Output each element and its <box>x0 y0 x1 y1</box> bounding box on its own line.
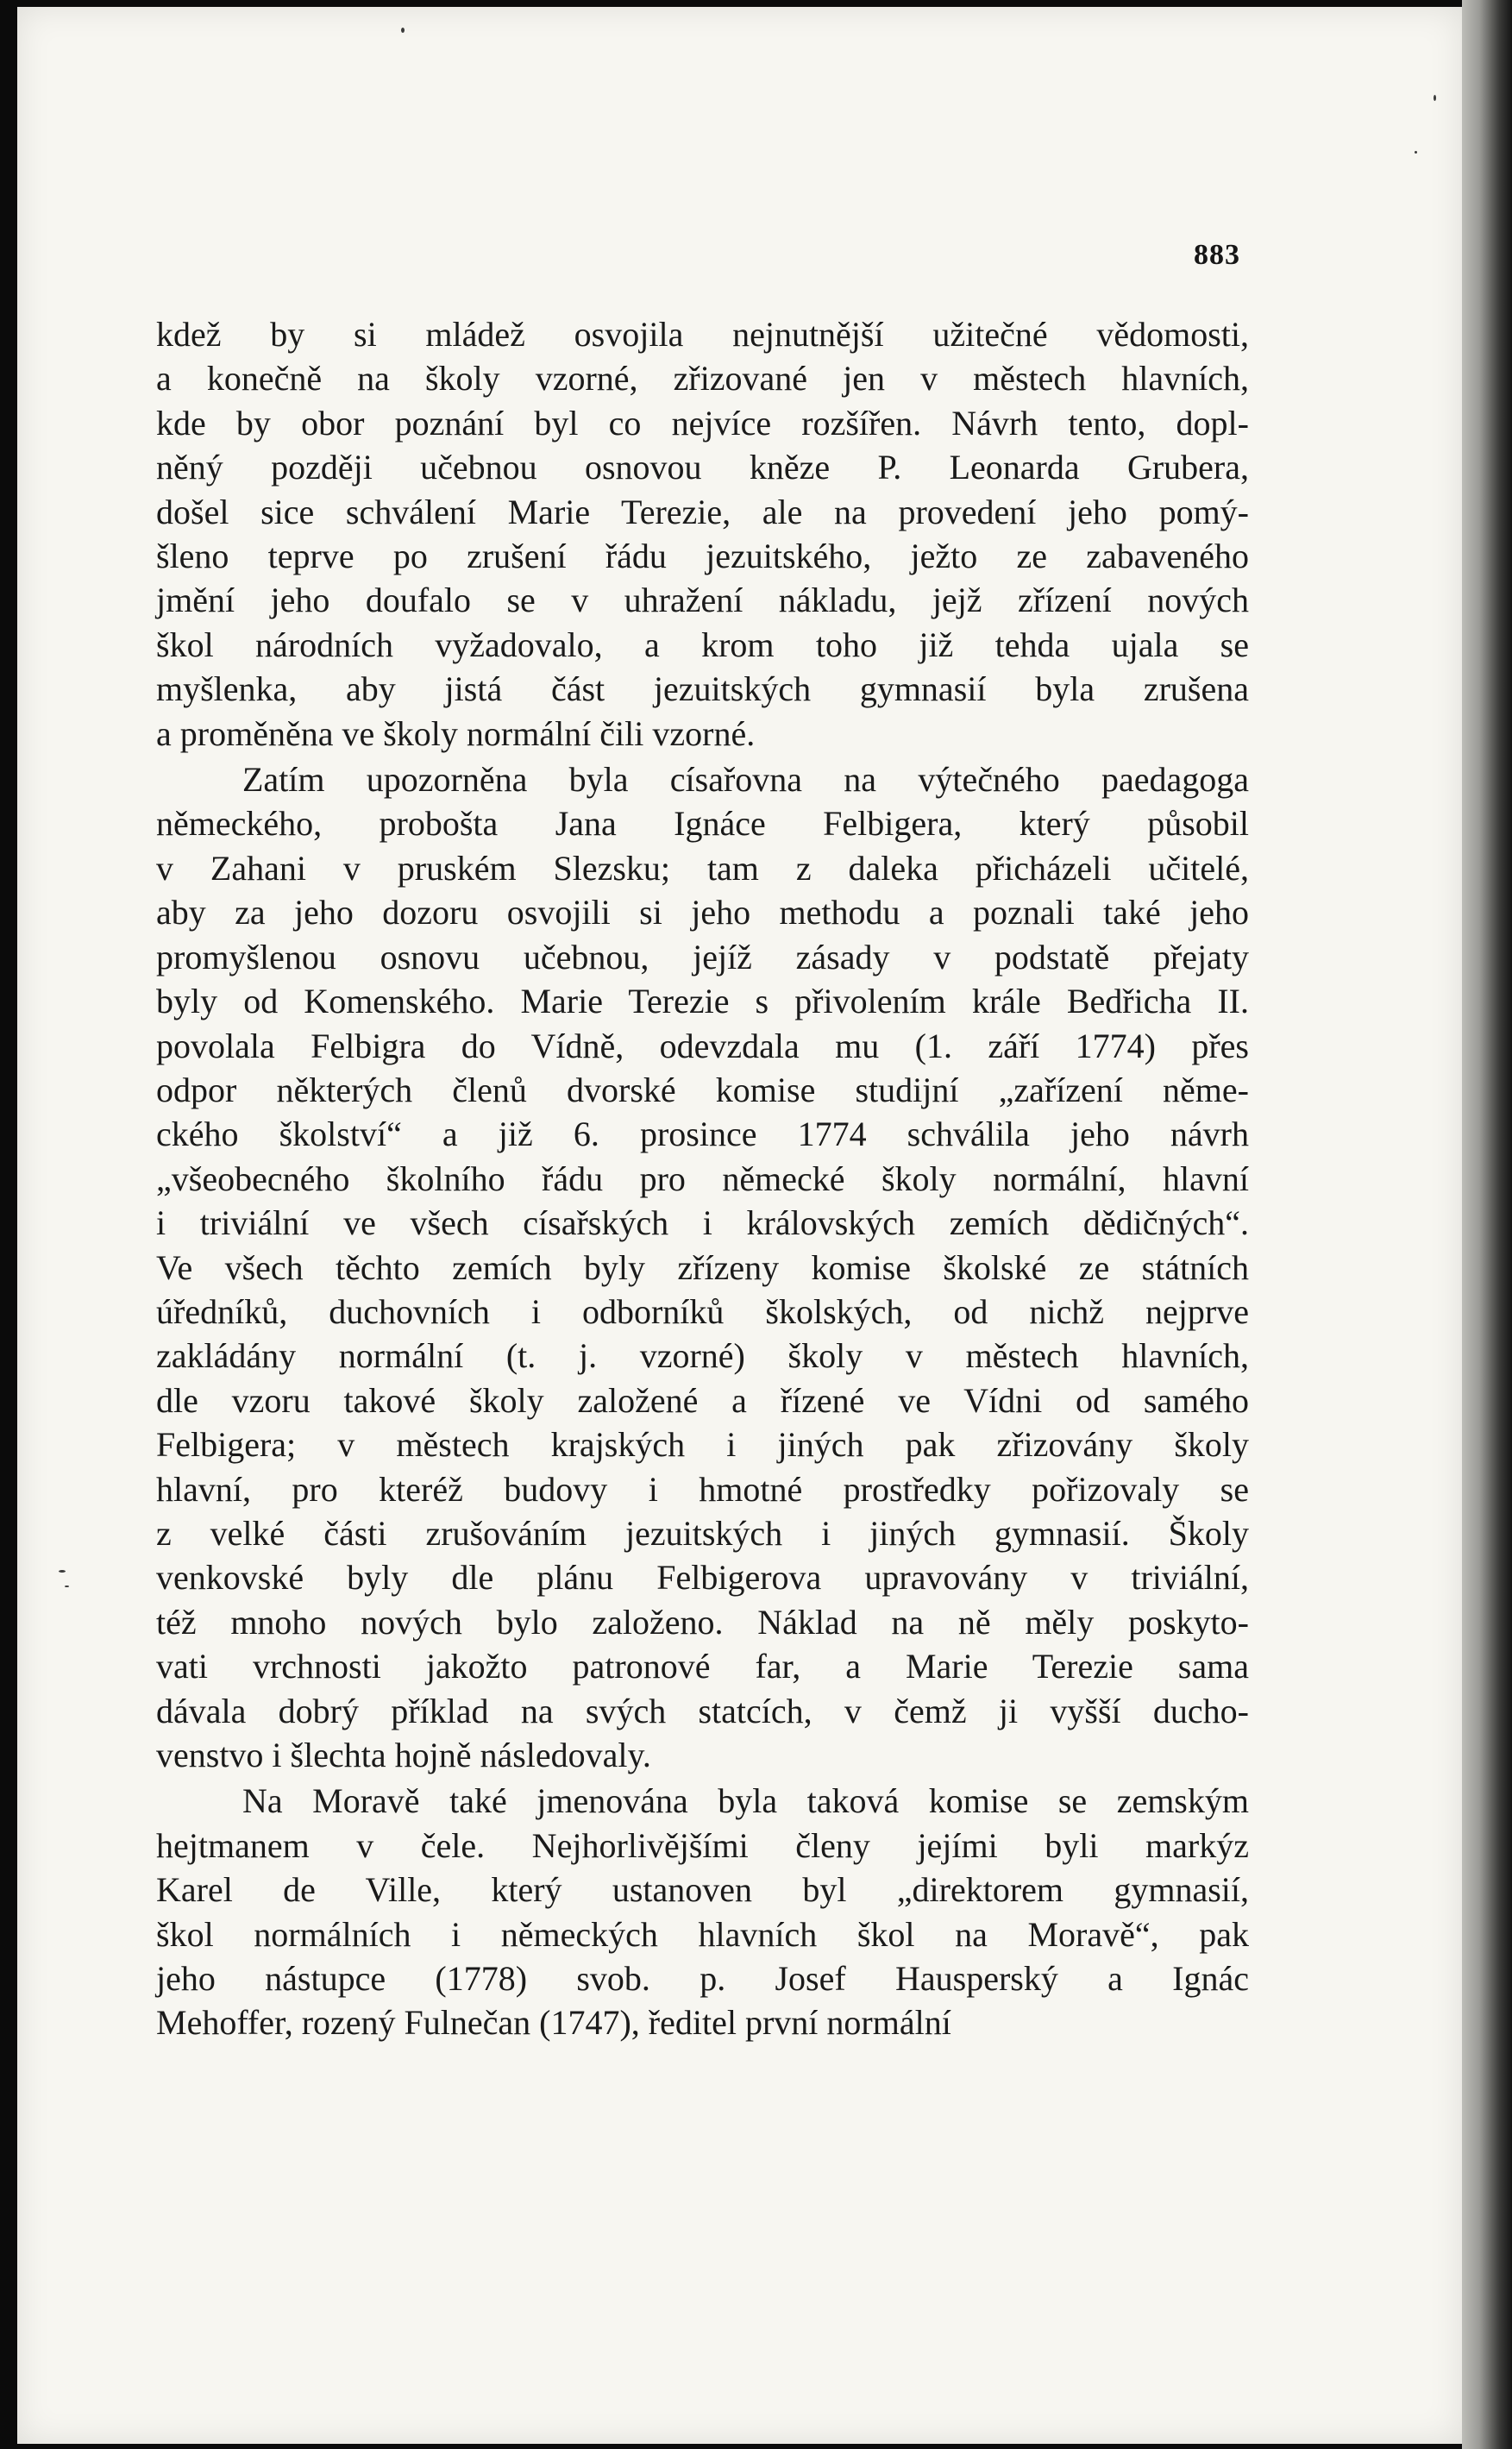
paragraph <box>156 312 1249 756</box>
text-line: Na Moravě také jmenována byla taková komise se zemským <box>242 1781 1249 1821</box>
text-line: Zatím upozorněna byla císařovna na výtečného paedagoga <box>242 760 1249 800</box>
text-line: Mehoffer, rozený Fulnečan (1747), ředitel první normální <box>156 2003 951 2043</box>
text-line: ckého školství“ a již 6. prosince 1774 schválila jeho návrh <box>156 1115 1249 1154</box>
text-line: byly od Komenského. Marie Terezie s přivolením krále Bedřicha II. <box>156 982 1249 1021</box>
text-line: jeho nástupce (1778) svob. p. Josef Hausperský a Ignác <box>156 1959 1249 1999</box>
text-line: německého, probošta Jana Ignáce Felbigera, který působil <box>156 804 1249 844</box>
dust-speck <box>1434 95 1436 101</box>
text-line: hejtmanem v čele. Nejhorlivějšími členy jejími byli markýz <box>156 1825 1249 1865</box>
page-number: 883 <box>1194 239 1240 271</box>
text-line: Karel de Ville, který ustanoven byl „direktorem gymnasií, <box>156 1870 1249 1910</box>
paragraph <box>156 1779 1249 2044</box>
text-line: promyšlenou osnovu učebnou, jejíž zásady v podstatě přejaty <box>156 937 1249 976</box>
text-line: venkovské byly dle plánu Felbigerova upravovány v triviální, <box>156 1558 1249 1598</box>
text-line: též mnoho nových bylo založeno. Náklad na ně měly poskyto- <box>156 1602 1249 1642</box>
text-line: kde by obor poznání byl co nejvíce rozšířen. Návrh tento, dopl- <box>156 403 1249 443</box>
text-line: myšlenka, aby jistá část jezuitských gymnasií byla zrušena <box>156 669 1249 709</box>
text-line: dávala dobrý příklad na svých statcích, v čemž ji vyšší ducho- <box>156 1691 1249 1730</box>
text-line: venstvo i šlechta hojně následovaly. <box>156 1736 651 1774</box>
text-line: kdež by si mládež osvojila nejnutnější užitečné vědomosti, <box>156 315 1249 354</box>
text-line: došel sice schválení Marie Terezie, ale na provedení jeho pomý- <box>156 492 1249 531</box>
dust-speck <box>401 28 405 33</box>
body-text <box>156 312 1249 2045</box>
text-line: a proměněna ve školy normální čili vzorné. <box>156 713 756 753</box>
text-line: aby za jeho dozoru osvojili si jeho methodu a poznali také jeho <box>156 893 1249 933</box>
dust-speck <box>59 1570 66 1573</box>
dust-speck <box>65 1586 69 1587</box>
dust-speck <box>1415 151 1417 154</box>
paragraph <box>156 757 1249 1777</box>
text-line: a konečně na školy vzorné, zřizované jen v městech hlavních, <box>156 359 1249 399</box>
text-line: povolala Felbigra do Vídně, odevzdala mu (1. září 1774) přes <box>156 1026 1249 1065</box>
text-line: vati vrchnosti jakožto patronové far, a Marie Terezie sama <box>156 1647 1249 1686</box>
text-line: „všeobecného školního řádu pro německé školy normální, hlavní <box>156 1159 1249 1198</box>
text-line: i triviální ve všech císařských i královských zemích dědičných“. <box>156 1203 1249 1243</box>
text-line: škol národních vyžadovalo, a krom toho již tehda ujala se <box>156 625 1249 664</box>
text-line: něný později učebnou osnovou kněze P. Leonarda Grubera, <box>156 448 1249 487</box>
page-edge-shadow <box>1462 0 1512 2449</box>
text-line: v Zahani v pruském Slezsku; tam z daleka přicházeli učitelé, <box>156 848 1249 888</box>
text-line: Felbigera; v městech krajských i jiných pak zřizovány školy <box>156 1425 1249 1465</box>
text-line: odpor některých členů dvorské komise studijní „zařízení něme- <box>156 1070 1249 1109</box>
text-line: zakládány normální (t. j. vzorné) školy v městech hlavních, <box>156 1336 1249 1376</box>
text-line: škol normálních i německých hlavních škol na Moravě“, pak <box>156 1914 1249 1954</box>
text-line: úředníků, duchovních i odborníků školských, od nichž nejprve <box>156 1291 1249 1331</box>
text-line: Ve všech těchto zemích byly zřízeny komise školské ze státních <box>156 1247 1249 1287</box>
text-line: z velké části zrušováním jezuitských i jiných gymnasií. Školy <box>156 1513 1249 1553</box>
text-line: hlavní, pro kteréž budovy i hmotné prostředky pořizovaly se <box>156 1469 1249 1509</box>
text-line: dle vzoru takové školy založené a řízené ve Vídni od samého <box>156 1380 1249 1420</box>
text-line: šleno teprve po zrušení řádu jezuitského, ježto ze zabaveného <box>156 537 1249 576</box>
text-line: jmění jeho doufalo se v uhražení nákladu, jejž zřízení nových <box>156 581 1249 620</box>
